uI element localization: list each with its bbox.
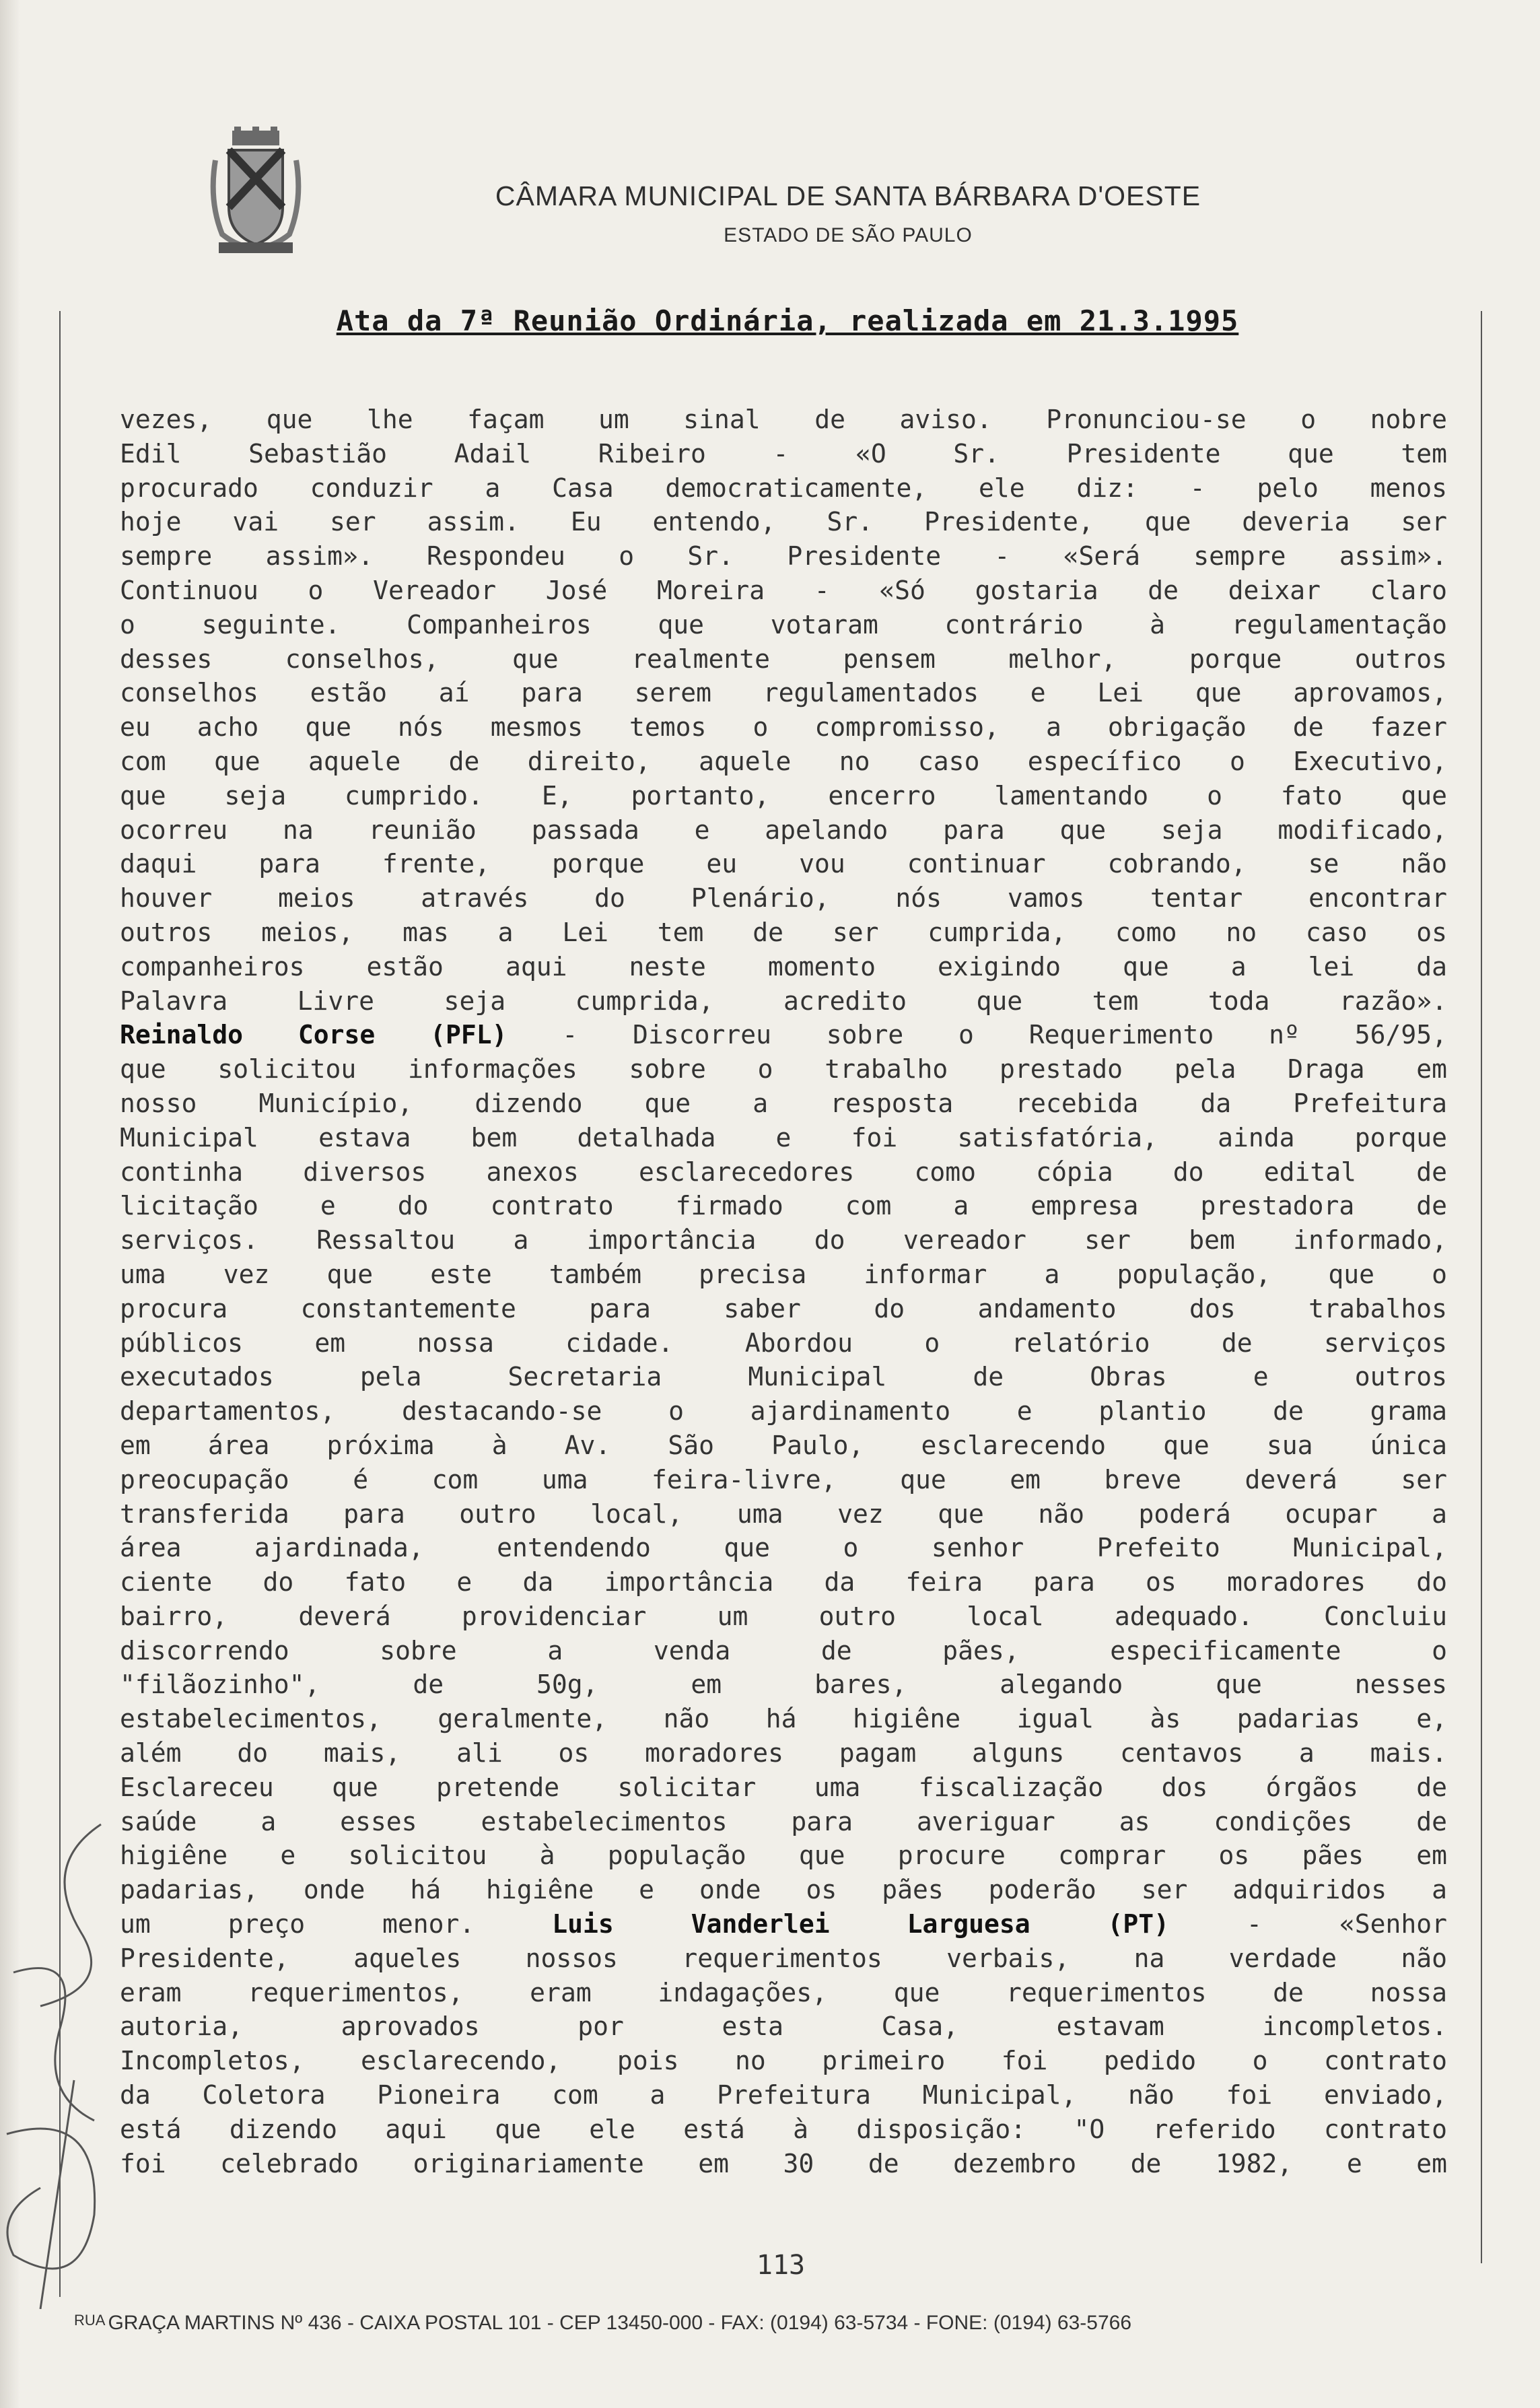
text-line — [120, 437, 1447, 471]
text-line — [120, 1565, 1447, 1599]
text-segment: eu acho que nós mesmos temos o compromisso, a obrigação de fazer — [120, 712, 1447, 743]
speaker-name: Luis Vanderlei Larguesa (PT) — [552, 1909, 1170, 1939]
text-line — [120, 847, 1447, 881]
text-line — [120, 471, 1447, 506]
text-line — [120, 1018, 1447, 1052]
text-line — [120, 2009, 1447, 2044]
text-segment: que seja cumprido. E, portanto, encerro lamentando o fato que — [120, 780, 1447, 811]
text-segment: sempre assim». Respondeu o Sr. Presidente - «Será sempre assim». — [120, 541, 1447, 572]
text-line — [120, 608, 1447, 642]
text-line — [120, 1736, 1447, 1770]
text-segment: outros meios, mas a Lei tem de ser cumprida, como no caso os — [120, 917, 1447, 947]
text-segment: executados pela Secretaria Municipal de Obras e outros — [120, 1362, 1447, 1392]
text-segment: públicos em nossa cidade. Abordou o relatório de serviços — [120, 1328, 1447, 1358]
text-segment: em área próxima à Av. São Paulo, esclarecendo que sua única — [120, 1430, 1447, 1460]
text-line — [120, 1634, 1447, 1668]
text-line — [120, 1292, 1447, 1326]
text-segment: que solicitou informações sobre o trabalho prestado pela Draga em — [120, 1054, 1447, 1085]
organization-name: CÂMARA MUNICIPAL DE SANTA BÁRBARA D'OESTE — [495, 180, 1201, 211]
text-line — [120, 916, 1447, 950]
text-segment: da Coletora Pioneira com a Prefeitura Municipal, não foi enviado, — [120, 2080, 1447, 2110]
text-segment: companheiros estão aqui neste momento exigindo que a lei da — [120, 951, 1447, 982]
text-segment: licitação e do contrato firmado com a empresa prestadora de — [120, 1191, 1447, 1221]
text-segment: Edil Sebastião Adail Ribeiro - «O Sr. Presidente que tem — [120, 438, 1447, 469]
text-line — [120, 403, 1447, 437]
coat-of-arms-icon — [202, 127, 310, 261]
text-line — [120, 745, 1447, 779]
text-line — [120, 1258, 1447, 1292]
text-line — [120, 1770, 1447, 1805]
text-segment: bairro, deverá providenciar um outro local adequado. Concluiu — [120, 1601, 1447, 1631]
text-line — [120, 1667, 1447, 1702]
text-line — [120, 779, 1447, 813]
text-line — [120, 1052, 1447, 1087]
text-line — [120, 1838, 1447, 1873]
text-line — [120, 1702, 1447, 1736]
text-segment: Incompletos, esclarecendo, pois no primeiro foi pedido o contrato — [120, 2046, 1447, 2076]
text-segment: área ajardinada, entendendo que o senhor Prefeito Municipal, — [120, 1533, 1447, 1563]
text-line — [120, 1805, 1447, 1839]
text-line — [120, 1189, 1447, 1223]
text-segment: além do mais, ali os moradores pagam alguns centavos a mais. — [120, 1738, 1447, 1768]
text-line — [120, 1941, 1447, 1976]
text-line — [120, 1087, 1447, 1121]
text-segment: procura constantemente para saber do andamento dos trabalhos — [120, 1293, 1447, 1323]
text-segment: preocupação é com uma feira-livre, que em breve deverá ser — [120, 1464, 1447, 1494]
text-line — [120, 1394, 1447, 1429]
text-segment: procurado conduzir a Casa democraticamente, ele diz: - pelo menos — [120, 473, 1447, 503]
text-segment: Palavra Livre seja cumprida, acredito que tem toda razão». — [120, 986, 1447, 1016]
text-segment: transferida para outro local, uma vez que não poderá ocupar a — [120, 1499, 1447, 1529]
text-segment: foi celebrado originariamente em 30 de dezembro de 1982, e em — [120, 2148, 1447, 2178]
text-line — [120, 881, 1447, 916]
speaker-name: Reinaldo Corse (PFL) — [120, 1020, 508, 1050]
text-segment: departamentos, destacando-se o ajardinamento e plantio de grama — [120, 1396, 1447, 1426]
text-segment: Esclareceu que pretende solicitar uma fiscalização dos órgãos de — [120, 1772, 1447, 1802]
text-line — [120, 2112, 1447, 2147]
text-line — [120, 574, 1447, 608]
text-segment: - Discorreu sobre o Requerimento nº 56/95, — [507, 1020, 1447, 1050]
text-segment: vezes, que lhe façam um sinal de aviso. Pronunciou-se o nobre — [120, 405, 1447, 434]
text-line — [120, 1531, 1447, 1565]
text-line — [120, 642, 1447, 677]
text-line — [120, 505, 1447, 539]
text-segment: Continuou o Vereador José Moreira - «Só gostaria de deixar claro — [120, 575, 1447, 605]
text-line — [120, 1326, 1447, 1361]
document-title: Ata da 7ª Reunião Ordinária, realizada em 21.3.1995 — [336, 304, 1239, 337]
text-line — [120, 1976, 1447, 2010]
text-segment: ocorreu na reunião passada e apelando para que seja modificado, — [120, 815, 1447, 845]
text-line — [120, 813, 1447, 848]
text-segment: eram requerimentos, eram indagações, que requerimentos de nossa — [120, 1977, 1447, 2007]
text-line — [120, 539, 1447, 574]
text-line — [120, 2147, 1447, 2181]
text-segment: Presidente, aqueles nossos requerimentos verbais, na verdade não — [120, 1943, 1447, 1973]
text-segment: daqui para frente, porque eu vou continuar cobrando, se não — [120, 849, 1447, 879]
text-segment: discorrendo sobre a venda de pães, especificamente o — [120, 1635, 1447, 1665]
page-number: 113 — [756, 2250, 806, 2281]
text-line — [120, 676, 1447, 710]
text-line — [120, 2078, 1447, 2112]
text-segment: ciente do fato e da importância da feira para os moradores do — [120, 1567, 1447, 1597]
text-line — [120, 1121, 1447, 1155]
text-segment: "filãozinho", de 50g, em bares, alegando que nesses — [120, 1670, 1447, 1700]
text-segment: padarias, onde há higiêne e onde os pães poderão ser adquiridos a — [120, 1875, 1447, 1905]
text-segment: autoria, aprovados por esta Casa, estavam incompletos. — [120, 2011, 1447, 2042]
text-line — [120, 1463, 1447, 1497]
text-segment: conselhos estão aí para serem regulamentados e Lei que aprovamos, — [120, 678, 1447, 708]
minutes-body — [120, 403, 1447, 2180]
text-line — [120, 1360, 1447, 1394]
text-segment: - «Senhor — [1169, 1909, 1447, 1939]
text-segment: hoje vai ser assim. Eu entendo, Sr. Presidente, que deveria ser — [120, 507, 1447, 537]
text-line — [120, 950, 1447, 984]
text-line — [120, 1907, 1447, 1941]
text-line — [120, 1497, 1447, 1532]
letterhead — [377, 180, 1319, 247]
text-segment: saúde a esses estabelecimentos para averiguar as condições de — [120, 1806, 1447, 1836]
right-margin-line — [1481, 311, 1482, 2263]
text-line — [120, 1155, 1447, 1190]
text-segment: Municipal estava bem detalhada e foi satisfatória, ainda porque — [120, 1122, 1447, 1153]
organization-state: ESTADO DE SÃO PAULO — [724, 224, 973, 246]
text-segment: continha diversos anexos esclarecedores como cópia do edital de — [120, 1157, 1447, 1187]
text-segment: o seguinte. Companheiros que votaram contrário à regulamentação — [120, 609, 1447, 640]
footer-address-text: GRAÇA MARTINS Nº 436 - CAIXA POSTAL 101 - CEP 13450-000 - FAX: (0194) 63-5734 - FONE: (0194) 63-5766 — [108, 2312, 1132, 2334]
text-segment: serviços. Ressaltou a importância do vereador ser bem informado, — [120, 1225, 1447, 1255]
text-segment: um preço menor. — [120, 1909, 553, 1939]
text-segment: estabelecimentos, geralmente, não há higiêne igual às padarias e, — [120, 1704, 1447, 1734]
text-line — [120, 710, 1447, 745]
text-segment: houver meios através do Plenário, nós vamos tentar encontrar — [120, 883, 1447, 914]
text-line — [120, 2044, 1447, 2078]
text-line — [120, 1223, 1447, 1258]
text-line — [120, 984, 1447, 1019]
text-segment: desses conselhos, que realmente pensem melhor, porque outros — [120, 644, 1447, 674]
text-segment: com que aquele de direito, aquele no caso específico o Executivo, — [120, 746, 1447, 776]
text-line — [120, 1599, 1447, 1634]
footer-prefix: RUA — [74, 2312, 106, 2329]
footer-address — [74, 2312, 1521, 2335]
text-line — [120, 1873, 1447, 1907]
text-segment: está dizendo aqui que ele está à disposição: "O referido contrato — [120, 2114, 1447, 2144]
text-segment: nosso Município, dizendo que a resposta recebida da Prefeitura — [120, 1088, 1447, 1118]
text-line — [120, 1429, 1447, 1463]
text-segment: uma vez que este também precisa informar a população, que o — [120, 1259, 1447, 1289]
handwritten-signature-icon — [0, 1784, 121, 2309]
text-segment: higiêne e solicitou à população que procure comprar os pães em — [120, 1841, 1447, 1871]
